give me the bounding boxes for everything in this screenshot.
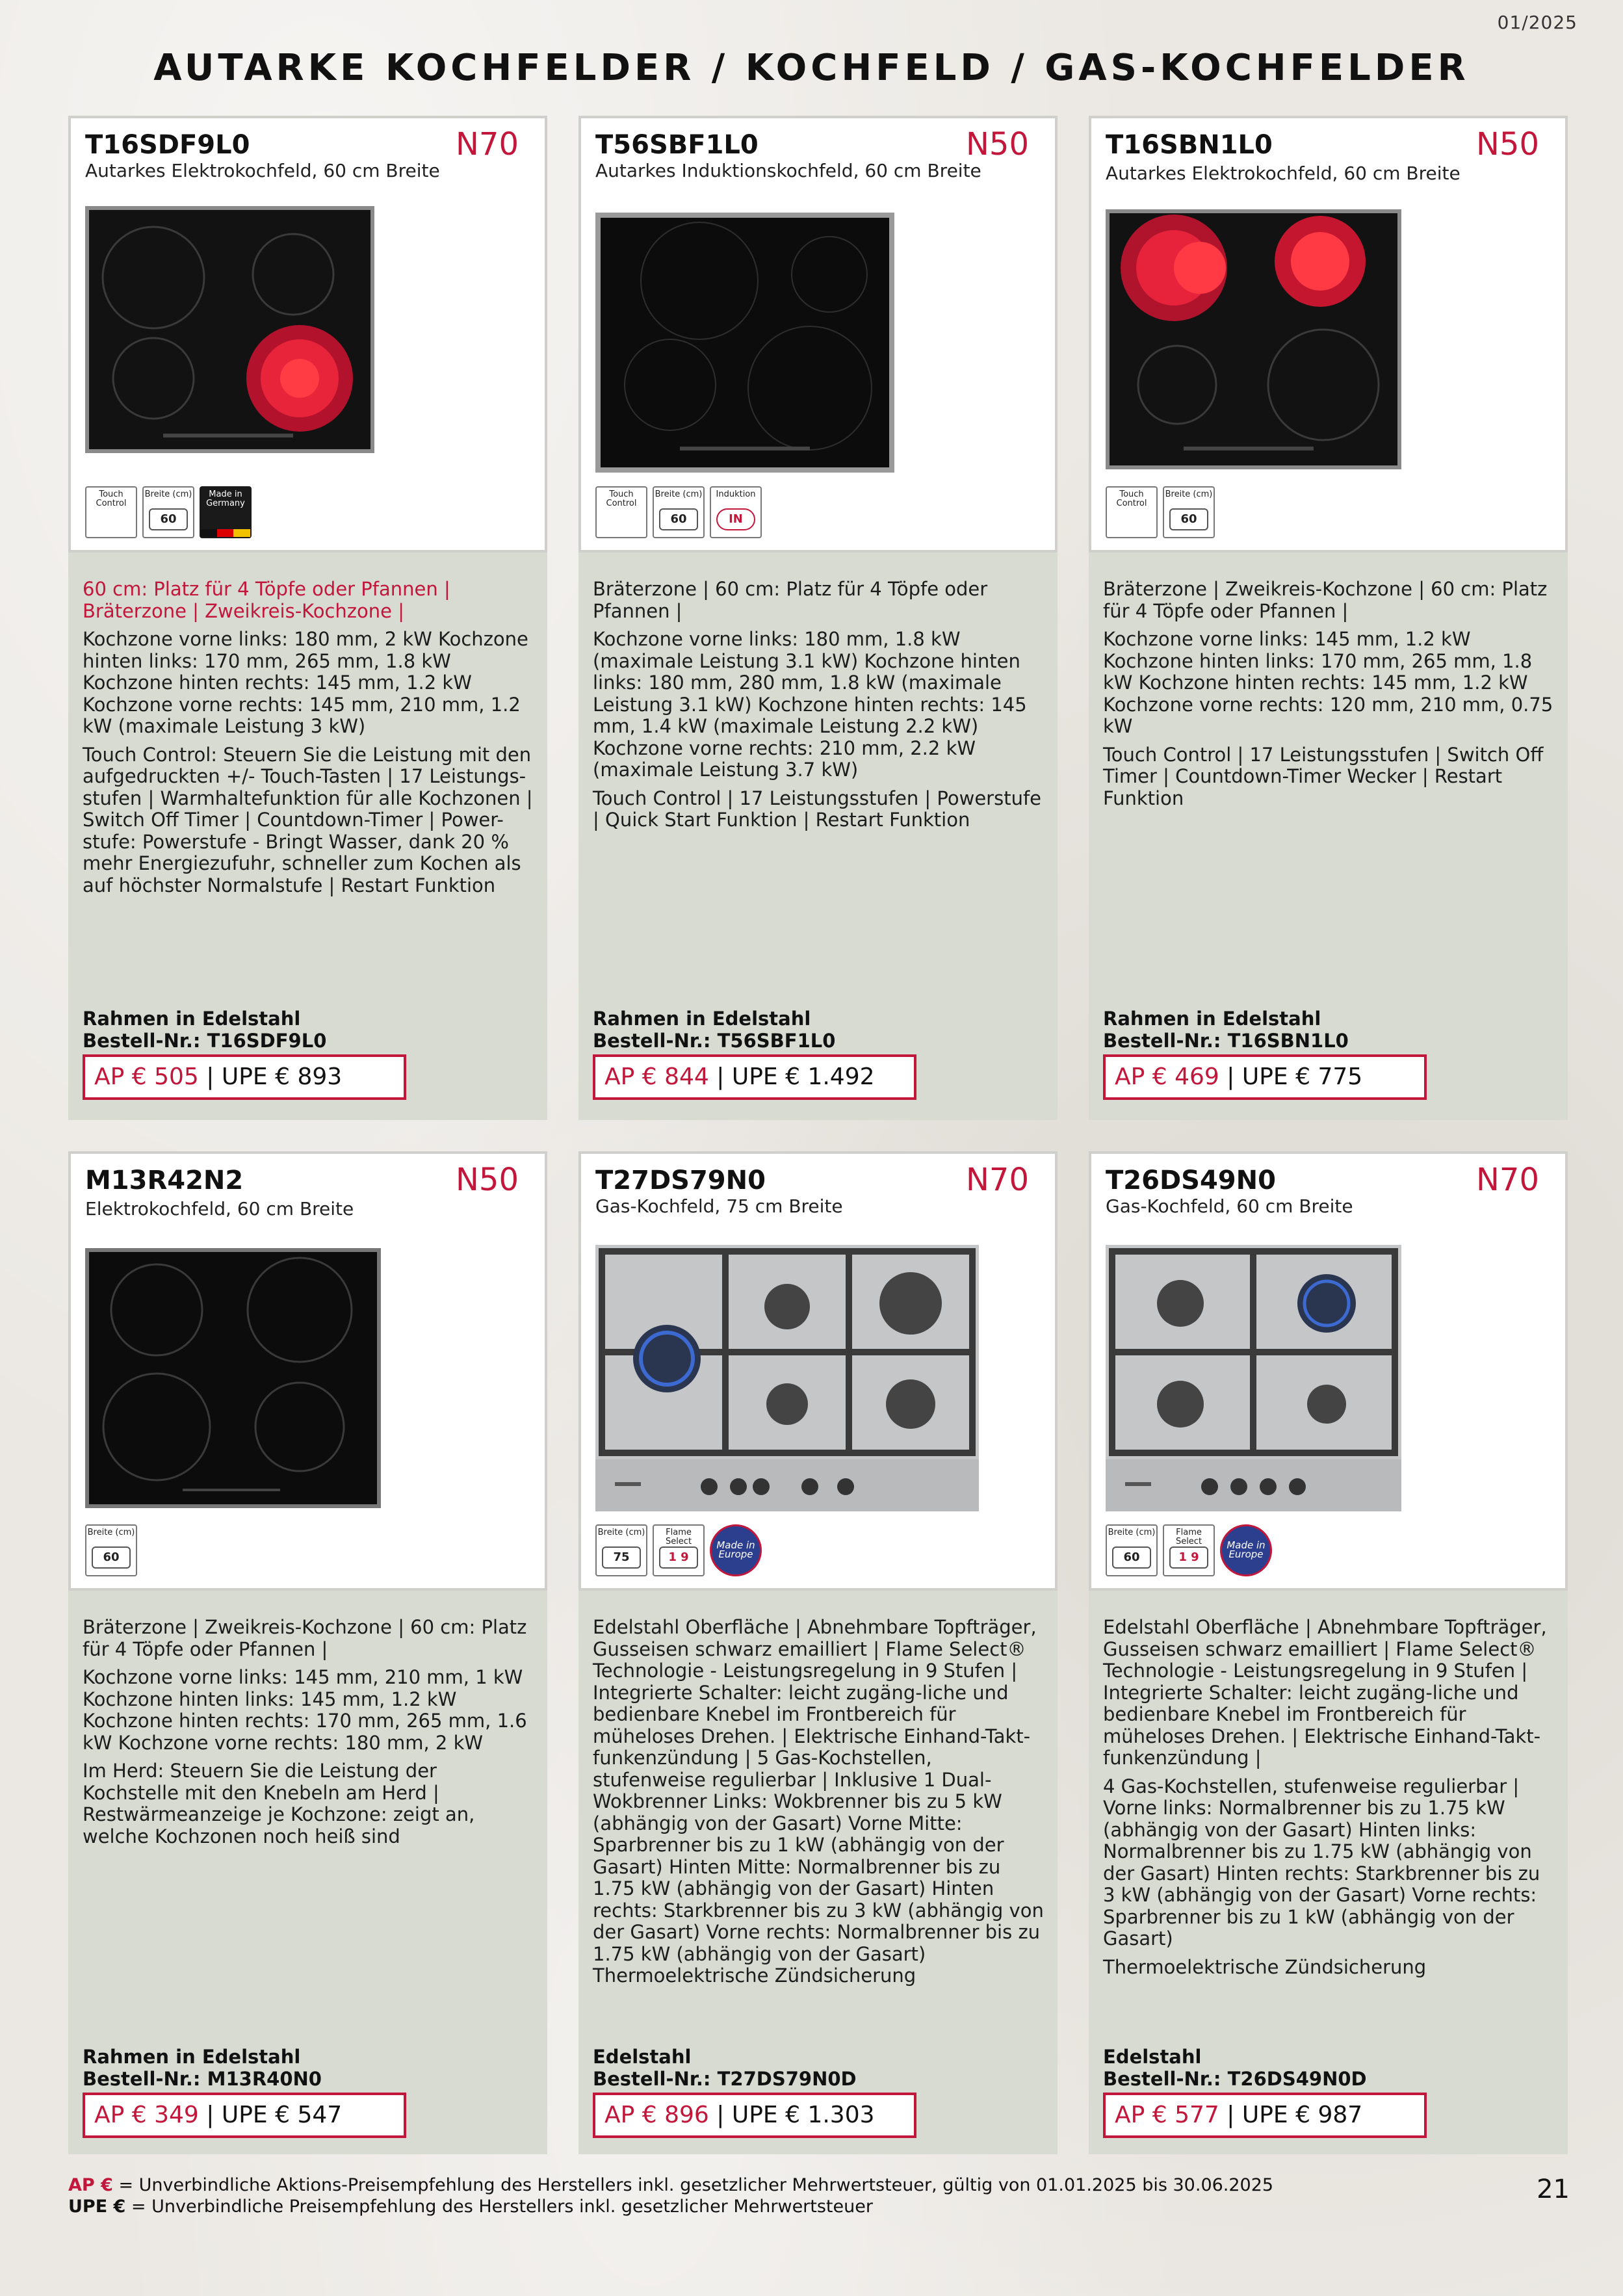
product-description: Bräterzone | 60 cm: Platz für 4 Töpfe oder Pfannen | Kochzone vorne links: 180 mm, 1.8 kW (maximale Leistung 3.1 kW) Kochzone hinten links: 180 mm, 280 mm, 1.8 kW (maximale Leistung 3.1 kW) Kochzone hinten rechts: 145 mm, 1.4 kW (maximale Leistung 2.2 kW) Kochzone vorne rechts: 210 mm, 2.2 kW (maximale Leistung 3.7 kW) Touch Control | 17 Leistungsstufen | Powerstufe | Quick Start Funktion | Restart Funktion [593, 578, 1041, 831]
made-in-europe-icon: Made in Europe [1220, 1524, 1272, 1576]
product-details [578, 1591, 1058, 2154]
series-badge: N50 [1476, 126, 1539, 163]
upe-price: UPE € 893 [221, 1063, 343, 1090]
order-info: Rahmen in Edelstahl Bestell-Nr.: T16SBN1L0 [1103, 1008, 1349, 1052]
touch-control-icon: Touch Control [595, 486, 647, 538]
series-badge: N70 [966, 1162, 1029, 1198]
feature-badges [85, 1524, 137, 1576]
price-box: AP € 896 | UPE € 1.303 [593, 2093, 916, 2138]
width-icon: Breite (cm) 60 [1106, 1524, 1158, 1576]
product-subtitle: Gas-Kochfeld, 75 cm Breite [595, 1195, 843, 1217]
product-subtitle: Autarkes Induktionskochfeld, 60 cm Breite [595, 160, 981, 181]
product-description: 60 cm: Platz für 4 Töpfe oder Pfannen | Bräterzone | Zweikreis-Kochzone | Kochzone vorne links: 180 mm, 2 kW Kochzone hinten links: 170 mm, 265 mm, 1.8 kW Kochzone hinten rechts: 145 mm, 1.2 kW Kochzone vorne rechts: 145 mm, 210 mm, 1.2 kW (maximale Leistung 3 kW) Touch Control: Steuern Sie die Leistung mit den aufgedruckten +/- Touch-Tasten | 17 Leistungs-stufen | Warmhaltefunktion für alle Kochzonen | Switch Off Timer | Countdown-Timer | Power-stufe: Powerstufe - Bringt Wasser, dank 20 % mehr Energiezufuhr, schneller zum Kochen als auf höchster Normalstufe | Restart Funktion [83, 578, 533, 896]
product-header [68, 116, 547, 553]
product-details [68, 553, 547, 1120]
model-number: T26DS49N0 [1106, 1166, 1276, 1195]
touch-control-icon: Touch Control [85, 486, 137, 538]
order-info: Rahmen in Edelstahl Bestell-Nr.: M13R40N0 [83, 2046, 322, 2090]
series-badge: N50 [456, 1162, 519, 1198]
issue-date: 01/2025 [1497, 12, 1578, 33]
width-icon: Breite (cm) 60 [85, 1524, 137, 1576]
made-in-germany-icon: Made in Germany [200, 486, 252, 538]
product-subtitle: Elektrokochfeld, 60 cm Breite [85, 1198, 354, 1220]
product-details [1089, 553, 1568, 1120]
product-subtitle: Autarkes Elektrokochfeld, 60 cm Breite [85, 160, 440, 181]
price-box: AP € 349 | UPE € 547 [83, 2093, 406, 2138]
product-header [68, 1151, 547, 1591]
page-number: 21 [1537, 2174, 1570, 2204]
product-description: Bräterzone | Zweikreis-Kochzone | 60 cm: Platz für 4 Töpfe oder Pfannen | Kochzone vorne links: 145 mm, 1.2 kW Kochzone hinten links: 170 mm, 265 mm, 1.8 kW Kochzone hinten rechts: 145 mm, 1.2 kW Kochzone vorne rechts: 120 mm, 210 mm, 0.75 kW Touch Control | 17 Leistungsstufen | Switch Off Timer | Countdown-Timer Wecker | Restart Funktion [1103, 578, 1553, 809]
ap-price: AP € 896 [604, 2102, 709, 2128]
price-box: AP € 577 | UPE € 987 [1103, 2093, 1427, 2138]
feature-badges [595, 486, 762, 538]
price-box: AP € 469 | UPE € 775 [1103, 1054, 1427, 1100]
product-image [595, 1245, 979, 1514]
width-icon: Breite (cm) 60 [1163, 486, 1215, 538]
product-image [595, 213, 894, 475]
feature-badges [1106, 486, 1215, 538]
upe-price: UPE € 987 [1241, 2102, 1363, 2128]
order-info: Rahmen in Edelstahl Bestell-Nr.: T16SDF9L0 [83, 1008, 327, 1052]
width-icon: Breite (cm) 60 [142, 486, 194, 538]
ap-price: AP € 844 [604, 1063, 709, 1090]
ap-price: AP € 349 [94, 2102, 199, 2128]
price-box: AP € 844 | UPE € 1.492 [593, 1054, 916, 1100]
feature-badges [85, 486, 252, 538]
order-info: Rahmen in Edelstahl Bestell-Nr.: T56SBF1L0 [593, 1008, 836, 1052]
ap-price: AP € 577 [1115, 2102, 1219, 2128]
model-number: T16SDF9L0 [85, 130, 250, 160]
model-number: M13R42N2 [85, 1166, 244, 1195]
model-number: T27DS79N0 [595, 1166, 766, 1195]
upe-price: UPE € 547 [221, 2102, 343, 2128]
price-box: AP € 505 | UPE € 893 [83, 1054, 406, 1100]
upe-price: UPE € 1.303 [731, 2102, 875, 2128]
model-number: T56SBF1L0 [595, 130, 759, 160]
price-footnote: AP € = Unverbindliche Aktions-Preisempfehlung des Herstellers inkl. gesetzlicher Mehrwertsteuer, gültig von 01.01.2025 bis 30.06.2025 UPE € = Unverbindliche Preisempfehlung des Herstellers inkl. gesetzlicher Mehrwertsteuer [68, 2175, 1274, 2217]
flame-select-icon: Flame Select 1 9 [653, 1524, 705, 1576]
series-badge: N70 [1476, 1162, 1539, 1198]
order-info: Edelstahl Bestell-Nr.: T26DS49N0D [1103, 2046, 1367, 2090]
feature-badges [595, 1524, 762, 1576]
width-icon: Breite (cm) 75 [595, 1524, 647, 1576]
touch-control-icon: Touch Control [1106, 486, 1158, 538]
product-image [1106, 209, 1401, 472]
upe-price: UPE € 775 [1241, 1063, 1363, 1090]
series-badge: N50 [966, 126, 1029, 163]
product-description: Bräterzone | Zweikreis-Kochzone | 60 cm: Platz für 4 Töpfe oder Pfannen | Kochzone vorne links: 145 mm, 210 mm, 1 kW Kochzone hinten links: 145 mm, 1.2 kW Kochzone hinten rechts: 170 mm, 265 mm, 1.6 kW Kochzone vorne rechts: 180 mm, 2 kW Im Herd: Steuern Sie die Leistung der Kochstelle mit den Knebeln am Herd | Restwärmeanzeige je Kochzone: zeigt an, welche Kochzonen noch heiß sind [83, 1616, 527, 1847]
series-badge: N70 [456, 126, 519, 163]
product-header [578, 116, 1058, 553]
page-title: AUTARKE KOCHFELDER / KOCHFELD / GAS-KOCHFELDER [153, 47, 1470, 89]
made-in-europe-icon: Made in Europe [710, 1524, 762, 1576]
product-subtitle: Autarkes Elektrokochfeld, 60 cm Breite [1106, 163, 1461, 184]
width-icon: Breite (cm) 60 [653, 486, 705, 538]
ap-price: AP € 505 [94, 1063, 199, 1090]
ap-price: AP € 469 [1115, 1063, 1219, 1090]
feature-badges [1106, 1524, 1272, 1576]
order-info: Edelstahl Bestell-Nr.: T27DS79N0D [593, 2046, 857, 2090]
induction-icon: Induktion IN [710, 486, 762, 538]
product-image [85, 206, 374, 456]
product-image [85, 1248, 381, 1511]
product-details [68, 1591, 547, 2154]
product-description: Edelstahl Oberfläche | Abnehmbare Topfträger, Gusseisen schwarz emailliert | Flame Select® Technologie - Leistungsregelung in 9 Stufen | Integrierte Schalter: leicht zugäng-liche und bedienbare Knebel im Frontbereich für müheloses Drehen. | Elektrische Einhand-Takt-funkenzündung | 4 Gas-Kochstellen, stufenweise regulierbar | Vorne links: Normalbrenner bis zu 1.75 kW (abhängig von der Gasart) Hinten links: Normalbrenner bis zu 1.75 kW (abhängig von der Gasart) Hinten rechts: Starkbrenner bis zu 3 kW (abhängig von der Gasart) Vorne rechts: Sparbrenner bis zu 1 kW (abhängig von der Gasart) Thermoelektrische Zündsicherung [1103, 1616, 1547, 1978]
model-number: T16SBN1L0 [1106, 130, 1273, 160]
product-image [1106, 1245, 1401, 1514]
product-details [578, 553, 1058, 1120]
product-subtitle: Gas-Kochfeld, 60 cm Breite [1106, 1195, 1353, 1217]
product-header [578, 1151, 1058, 1591]
upe-price: UPE € 1.492 [731, 1063, 875, 1090]
product-description: Edelstahl Oberfläche | Abnehmbare Topfträger, Gusseisen schwarz emailliert | Flame Select® Technologie - Leistungsregelung in 9 Stufen | Integrierte Schalter: leicht zugäng-liche und bedienbare Knebel im Frontbereich für müheloses Drehen. | Elektrische Einhand-Takt-funkenzündung | 5 Gas-Kochstellen, stufenweise regulierbar | Inklusive 1 Dual-Wokbrenner Links: Wokbrenner bis zu 5 kW (abhängig von der Gasart) Vorne Mitte: Sparbrenner bis zu 1 kW (abhängig von der Gasart) Hinten Mitte: Normalbrenner bis zu 1.75 kW (abhängig von der Gasart) Hinten rechts: Starkbrenner bis zu 3 kW (abhängig von der Gasart) Vorne rechts: Normalbrenner bis zu 1.75 kW (abhängig von der Gasart) Thermoelektrische Zündsicherung [593, 1616, 1044, 1987]
flame-select-icon: Flame Select 1 9 [1163, 1524, 1215, 1576]
product-details [1089, 1591, 1568, 2154]
product-header [1089, 116, 1568, 553]
product-header [1089, 1151, 1568, 1591]
